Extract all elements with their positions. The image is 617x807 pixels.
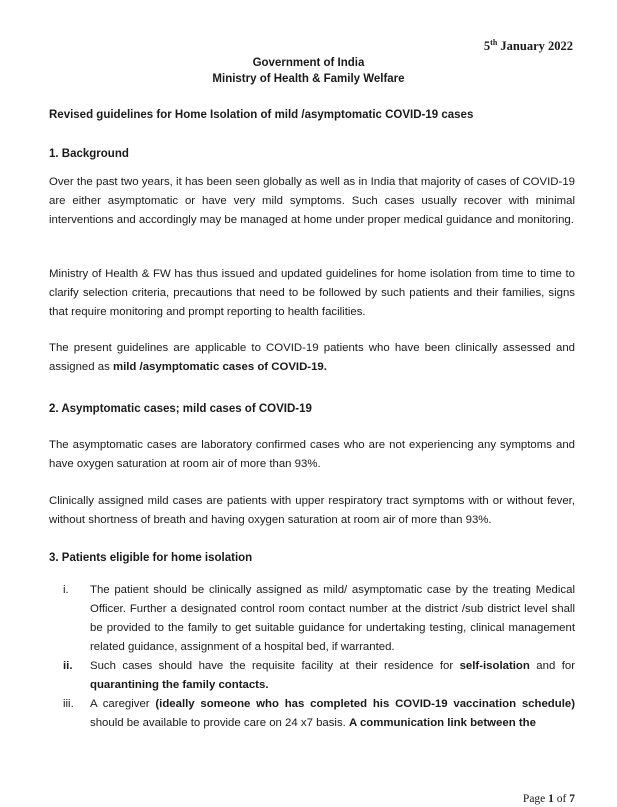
page-number — [523, 793, 575, 805]
section-1-paragraph-3-bold: mild /asymptomatic cases of COVID-19. — [112, 361, 327, 373]
list-item-text — [90, 657, 575, 695]
list-item — [49, 657, 575, 695]
page-total: 7 — [569, 793, 575, 805]
page-word: Page — [522, 793, 546, 805]
page-current: 1 — [548, 793, 554, 805]
section-3-heading: 3. Patients eligible for home isolation — [49, 552, 253, 564]
list-item-text-part: Such cases should have the requisite facility at their residence for — [90, 660, 460, 672]
page-of-word: of — [556, 793, 567, 805]
list-item-text-part: and for — [529, 660, 575, 672]
list-item-text: The patient should be clinically assigned as mild/ asymptomatic case by the treating Medical Officer. Further a designated control room contact number at the district /sub district level shall be provided to the family to get suitable guidance for undertaking testing, clinical management related guidance, assignment of a hospital bed, if warranted. — [90, 584, 575, 653]
list-item-text-bold: (ideally someone who has completed his COVID-19 vaccination schedule) — [155, 698, 575, 710]
list-item-number: i. — [63, 584, 69, 596]
list-item-text-bold: quarantining the family contacts. — [90, 679, 269, 691]
list-item — [49, 695, 575, 733]
list-item-text-part: should be available to provide care on 24 x7 basis. — [90, 717, 349, 729]
section-1-paragraph-2: Ministry of Health & FW has thus issued and updated guidelines for home isolation from time to time to clarify selection criteria, precautions that need to be followed by such patients and their families, signs that require monitoring and prompt reporting to health facilities. — [49, 268, 575, 318]
section-2-heading: 2. Asymptomatic cases; mild cases of COVID-19 — [49, 403, 312, 415]
list-item — [49, 581, 575, 657]
date-day: 5 — [483, 39, 491, 54]
document-header — [0, 55, 617, 87]
section-1-heading: 1. Background — [49, 148, 129, 160]
section-1-paragraph-3-text: The present guidelines are applicable to COVID-19 patients who have been clinically assessed and assigned as — [49, 342, 575, 373]
date-suffix: th — [490, 38, 498, 47]
list-item-text — [90, 695, 575, 733]
list-item-text-part: A caregiver — [90, 698, 156, 710]
header-ministry: Ministry of Health & Family Welfare — [212, 73, 405, 85]
section-1-paragraph-3 — [49, 339, 575, 377]
header-government: Government of India — [252, 57, 365, 69]
list-item-number: ii. — [63, 660, 73, 672]
section-1-paragraph-1: Over the past two years, it has been seen globally as well as in India that majority of cases of COVID-19 are either asymptomatic or have very mild symptoms. Such cases usually recover with minimal interventions and accordingly may be managed at home under proper medical guidance and monitoring. — [49, 176, 575, 226]
list-item-text-bold: self-isolation — [459, 660, 530, 672]
list-item-number: iii. — [63, 698, 74, 710]
document-title: Revised guidelines for Home Isolation of mild /asymptomatic COVID-19 cases — [49, 109, 474, 121]
section-2-paragraph-2: Clinically assigned mild cases are patients with upper respiratory tract symptoms with or without fever, without shortness of breath and having oxygen saturation at room air of more than 93%. — [49, 495, 575, 526]
list-item-text-bold: A communication link between the — [349, 717, 536, 729]
section-2-paragraph-1: The asymptomatic cases are laboratory confirmed cases who are not experiencing any symptoms and have oxygen saturation at room air of more than 93%. — [49, 439, 575, 470]
document-date — [484, 38, 573, 54]
date-month-year: January 2022 — [500, 39, 573, 54]
